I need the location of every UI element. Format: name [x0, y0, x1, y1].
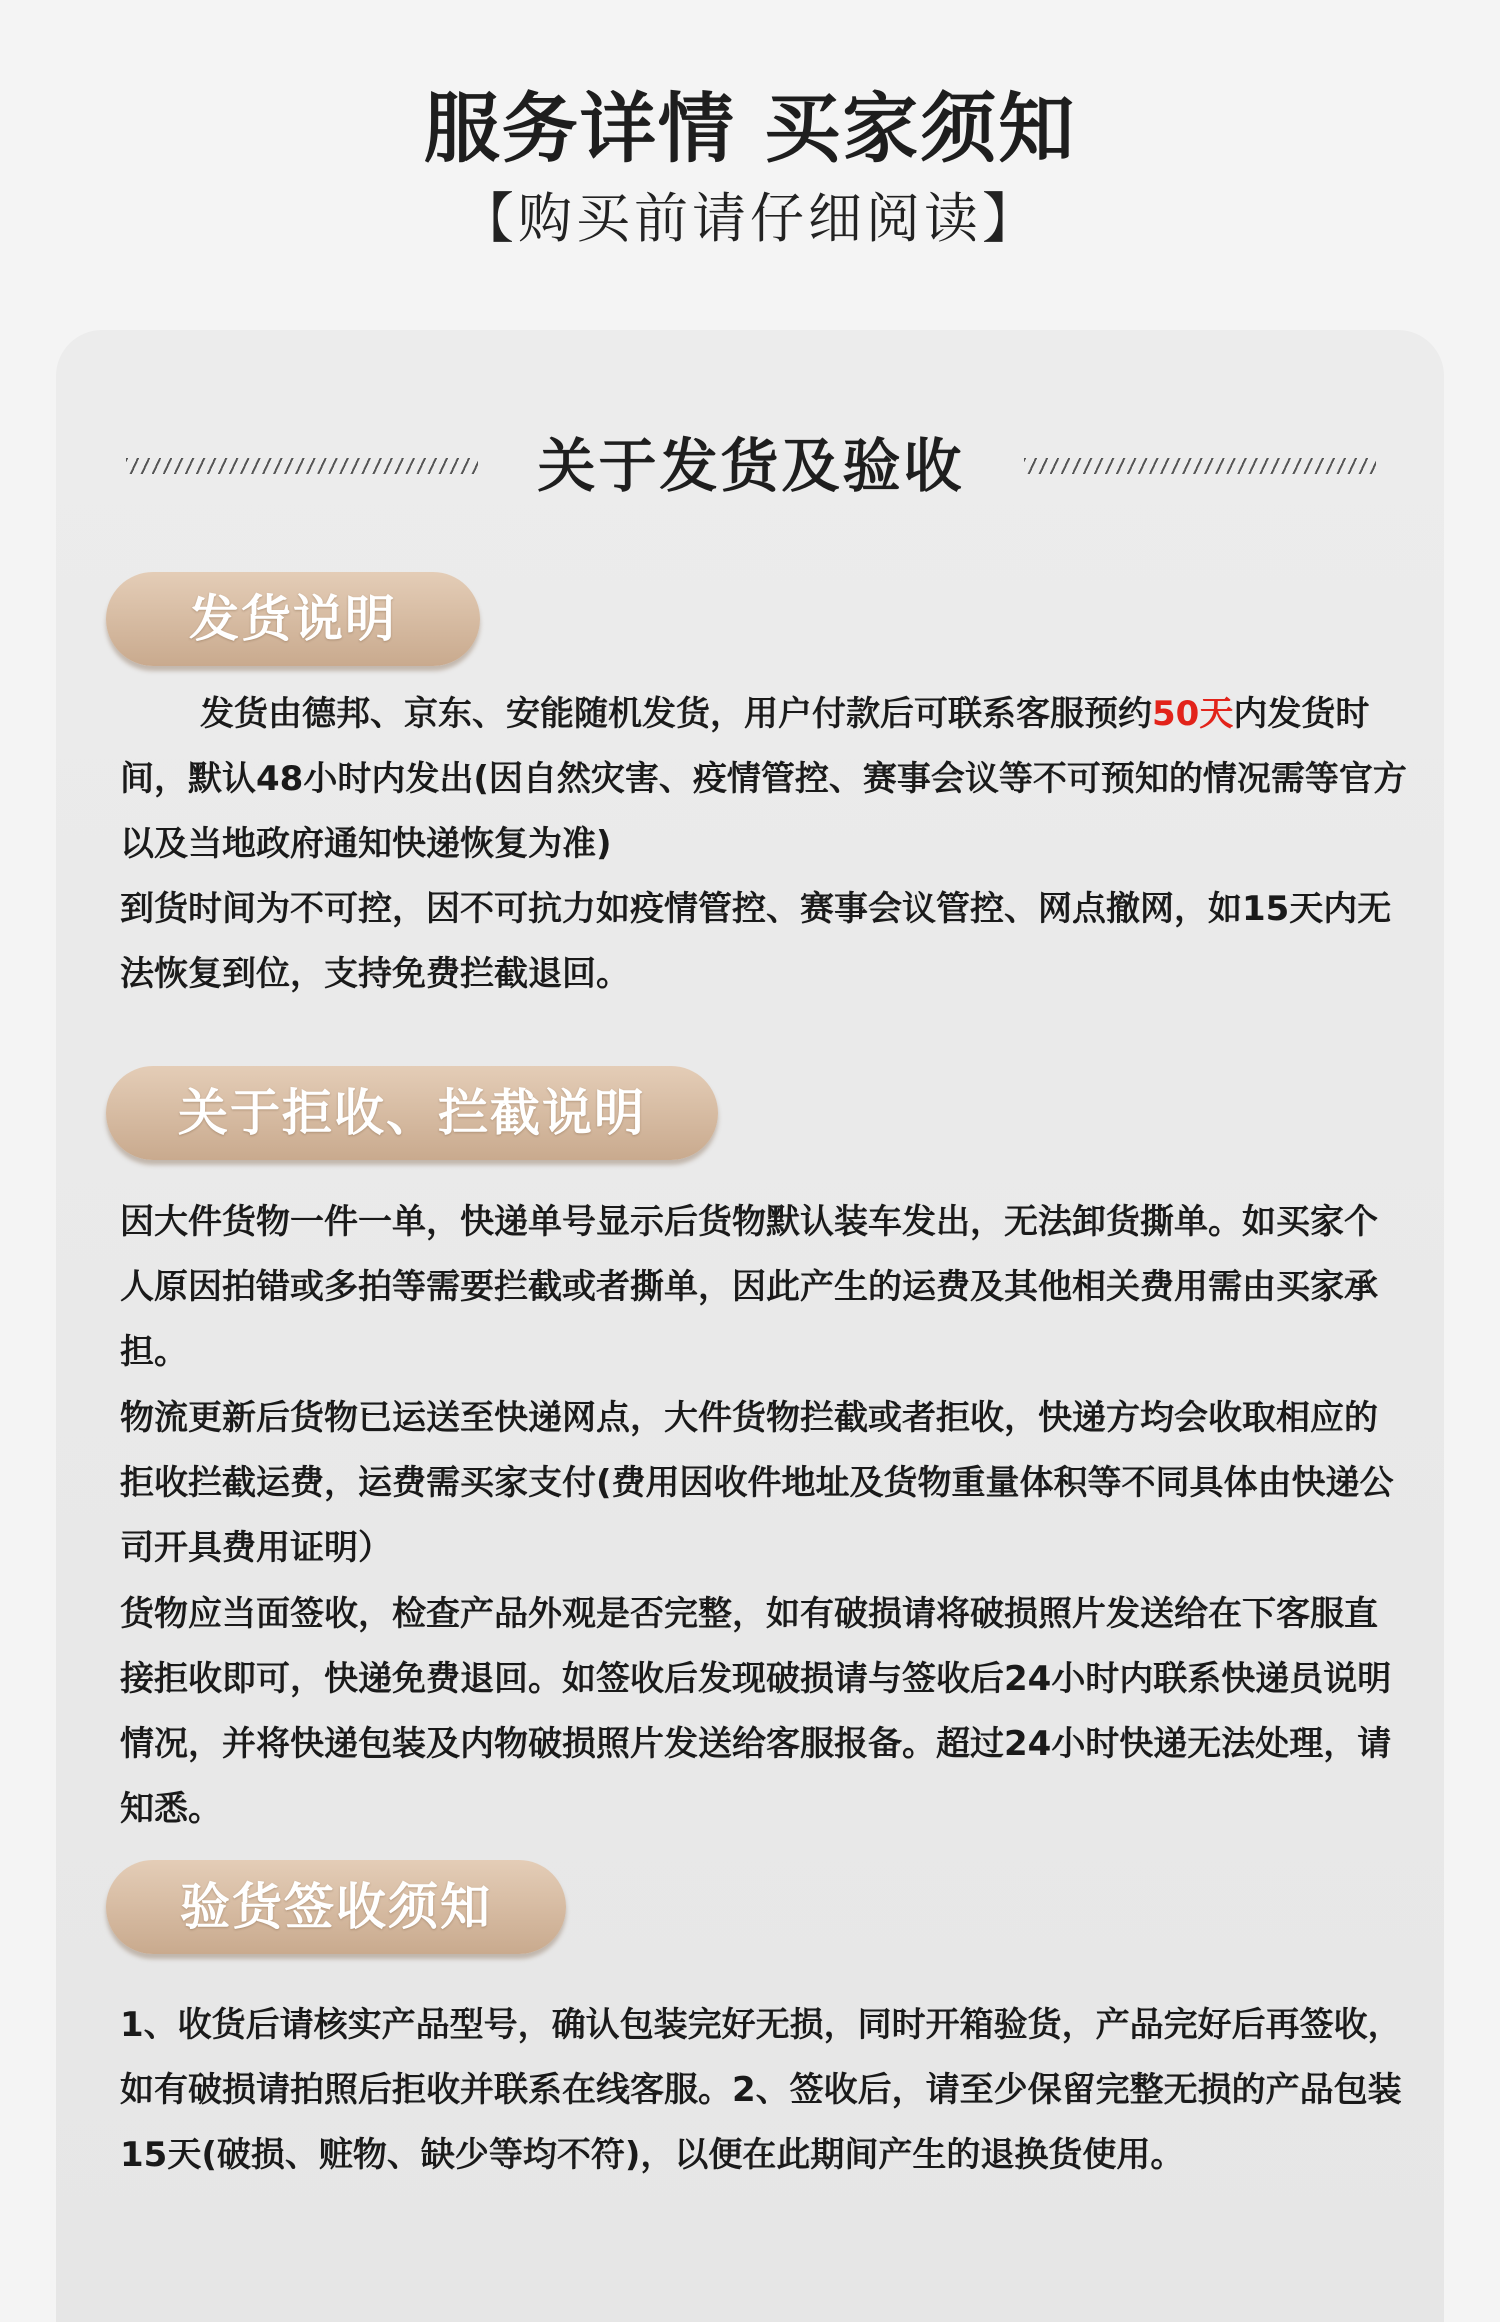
inspection-paragraph-1: 1、收货后请核实产品型号，确认包装完好无损，同时开箱验货，产品完好后再签收，如有破损请拍照后拒收并联系在线客服。2、签收后，请至少保留完整无损的产品包装15天(破损、赃物、缺少等均不符)，以便在此期间产生的退换货使用。 [120, 2005, 1402, 2175]
shipping-paragraph-2: 到货时间为不可控，因不可抗力如疫情管控、赛事会议管控、网点撤网，如15天内无法恢复到位，支持免费拦截退回。 [120, 889, 1392, 994]
hatch-decoration-left [126, 458, 478, 474]
section-header [0, 426, 1500, 506]
hatch-decoration-right [1024, 458, 1376, 474]
shipping-heading-pill: 发货说明 [106, 572, 480, 666]
page-title: 服务详情 买家须知 [423, 84, 1077, 173]
shipping-paragraph-1 [120, 682, 1410, 877]
shipping-paragraph-1-end: 内发货时间，默认48小时内发出(因自然灾害、疫情管控、赛事会议等不可预知的情况需等官方以及当地政府通知快递恢复为准) [120, 694, 1407, 864]
rejection-paragraph-3: 货物应当面签收，检查产品外观是否完整，如有破损请将破损照片发送给在下客服直接拒收即可，快递免费退回。如签收后发现破损请与签收后24小时内联系快递员说明情况，并将快递包装及内物破损照片发送给客服报备。超过24小时快递无法处理，请知悉。 [120, 1594, 1392, 1829]
shipping-paragraph-1-start: 发货由德邦、京东、安能随机发货，用户付款后可联系客服预约 [200, 694, 1152, 734]
section-title: 关于发货及验收 [537, 432, 965, 500]
rejection-paragraph-1: 因大件货物一件一单，快递单号显示后货物默认装车发出，无法卸货撕单。如买家个人原因拍错或多拍等需要拦截或者撕单，因此产生的运费及其他相关费用需由买家承担。 [120, 1202, 1378, 1372]
page-subtitle: 【购买前请仔细阅读】 [460, 187, 1040, 250]
rejection-heading-pill: 关于拒收、拦截说明 [106, 1066, 718, 1160]
shipping-highlight-days: 50天 [1152, 694, 1234, 734]
inspection-heading-pill: 验货签收须知 [106, 1860, 566, 1954]
rejection-paragraph-2: 物流更新后货物已运送至快递网点，大件货物拦截或者拒收，快递方均会收取相应的拒收拦截运费，运费需买家支付(费用因收件地址及货物重量体积等不同具体由快递公司开具费用证明） [120, 1398, 1394, 1568]
